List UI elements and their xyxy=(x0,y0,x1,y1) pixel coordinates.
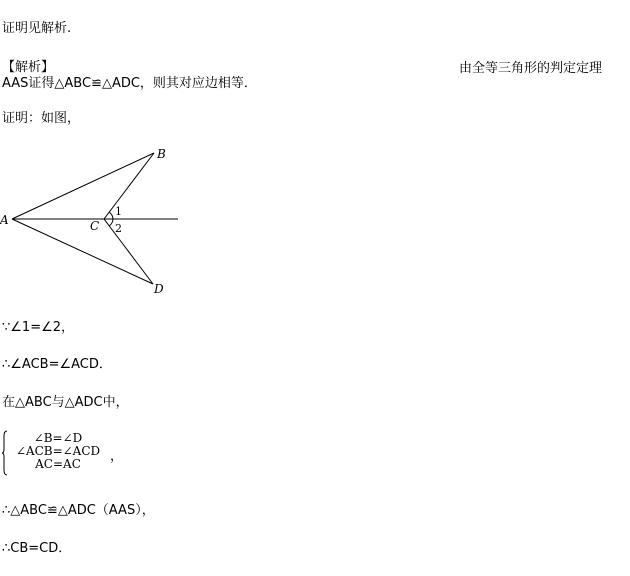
segment-ad xyxy=(12,219,153,284)
angle-1-arc xyxy=(109,212,113,219)
condition-angle-b-d: ∠B=∠D xyxy=(33,431,83,445)
condition-system xyxy=(2,430,132,476)
proof-step-3: 在△ABC与△ADC中， xyxy=(2,395,129,410)
proof-intro: 证明：如图， xyxy=(2,111,81,126)
condition-angle-acb-acd: ∠ACB=∠ACD xyxy=(15,444,101,458)
answer-text: 证明见解析. xyxy=(2,21,72,36)
proof-step-4: ∴△ABC≌△ADC（AAS）， xyxy=(2,503,155,518)
geometry-diagram xyxy=(0,145,185,300)
proof-step-5: ∴CB=CD． xyxy=(2,541,72,556)
segment-ab xyxy=(12,153,154,219)
analysis-continuation: AAS证得△ABC≌△ADC，则其对应边相等． xyxy=(2,76,257,91)
system-conditions xyxy=(8,432,108,471)
label-d: D xyxy=(154,282,164,296)
angle-2-arc xyxy=(109,219,113,226)
label-c: C xyxy=(90,219,100,233)
segment-cb xyxy=(104,153,154,219)
proof-step-1: ∵∠1=∠2， xyxy=(2,320,75,335)
label-a: A xyxy=(0,213,9,227)
proof-step-2: ∴∠ACB=∠ACD． xyxy=(2,357,112,372)
condition-side-ac: AC=AC xyxy=(35,457,81,471)
analysis-header: 【解析】 xyxy=(2,60,55,75)
analysis-right-text: 由全等三角形的判定定理 xyxy=(459,61,603,76)
system-comma: ， xyxy=(110,449,124,464)
segment-cd xyxy=(104,219,153,284)
label-angle-2: 2 xyxy=(115,222,122,235)
label-angle-1: 1 xyxy=(115,205,122,218)
label-b: B xyxy=(157,147,166,161)
